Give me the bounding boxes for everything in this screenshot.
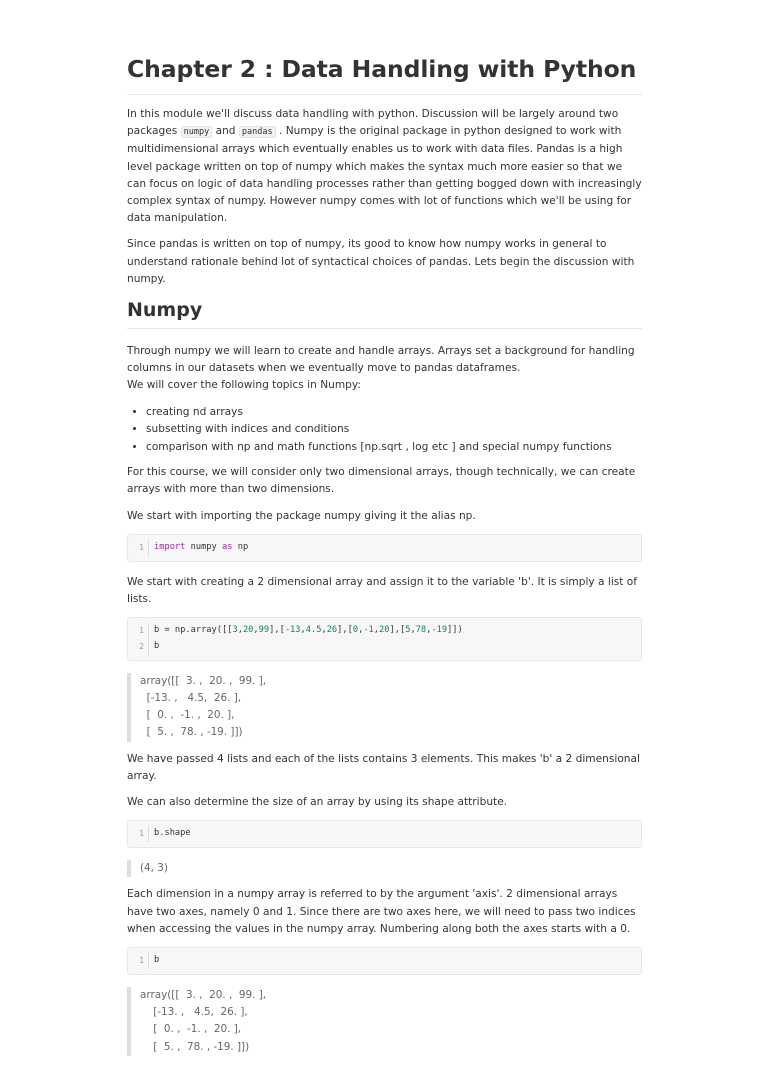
code-token: , [300,624,306,635]
code-number: 3 [232,624,238,635]
keyword-as: as [222,541,233,552]
line-number: 1 [128,953,149,969]
output-block: array([[ 3. , 20. , 99. ], [-13. , 4.5, 26. ], [ 0. , -1. , 20. ], [ 5. , 78. , -19. ]]) [127,987,642,1056]
code-number: 26 [326,624,338,635]
numpy-intro-paragraph [127,343,642,395]
code-line [128,639,641,655]
notebook-content [127,40,642,1065]
code-text: b.shape [154,828,191,839]
code-line [128,540,641,556]
code-cell-shape[interactable] [127,820,642,848]
intro-paragraph [127,106,642,227]
code-number: 20 [242,624,254,635]
code-token: , [237,624,243,635]
code-text [154,623,463,639]
output-block: array([[ 3. , 20. , 99. ], [-13. , 4.5, 26. ], [ 0. , -1. , 20. ], [ 5. , 78. , -19. ]]) [127,673,642,742]
code-token: ]]) [447,624,463,635]
code-token: , [321,624,327,635]
code-number: -19 [431,624,448,635]
code-text [154,540,248,556]
numpy-intro-line-1: Through numpy we will learn to create and handle arrays. Arrays set a background for handling columns in our datasets when we eventually move to pandas dataframes. [127,345,635,375]
code-token: b = np.array([[ [154,624,233,635]
code-number: 78 [415,624,427,635]
list-item: • subsetting with indices and conditions [146,421,642,439]
code-number: -1 [363,624,374,635]
axis-paragraph: Each dimension in a numpy array is referred to by the argument 'axis'. 2 dimensional arrays have two axes, namely 0 and 1. Since there are two axes here, we will need to pass two indices when accessing the values in the numpy array. Numbering along both the axes starts with a 0. [127,888,636,935]
code-token: , [358,624,364,635]
code-line [128,953,641,969]
section-heading-numpy: Numpy [127,297,642,329]
dimensions-paragraph: For this course, we will consider only two dimensional arrays, though technically, we can create arrays with more than two dimensions. [127,466,636,496]
code-token: , [253,624,259,635]
line-number: 1 [128,540,149,556]
module-name: numpy [185,541,223,552]
code-cell-array[interactable] [127,617,642,661]
inline-code-numpy: numpy [181,126,213,138]
code-cell-display-b[interactable] [127,947,642,975]
code-token: , [373,624,380,635]
line-number: 2 [128,639,149,655]
code-text: b [154,640,160,651]
code-cell-import[interactable] [127,534,642,562]
inline-code-pandas: pandas [239,126,276,138]
code-token: ],[ [337,624,353,635]
intro-text-1: In this module we'll discuss data handling with python. Discussion will be largely around two packages [127,108,619,138]
topics-list [127,404,642,457]
code-token: , [410,624,416,635]
code-number: 4.5 [305,624,322,635]
chapter-title: Chapter 2 : Data Handling with Python [127,54,642,95]
code-number: -13 [284,624,301,635]
numpy-intro-line-2: We will cover the following topics in Numpy: [127,379,361,392]
line-number: 1 [128,826,149,842]
intro-paragraph-2: Since pandas is written on top of numpy, its good to know how numpy works in general to understand rationale behind lot of syntactical choices of pandas. Lets begin the discussion with numpy. [127,238,635,285]
code-token: ],[ [389,624,406,635]
code-number: 20 [379,624,390,635]
code-number: 5 [405,624,411,635]
intro-text-and: and [212,125,239,138]
code-line [128,623,641,639]
list-item: • creating nd arrays [146,404,642,422]
intro-text-2: . Numpy is the original package in python designed to work with multidimensional arrays which eventually enables us to work with data files. Pandas is a high level package written on top of numpy which makes the syntax much more easier so that we can focus on logic of data handling processes rather than getting bogged down with increasingly complex syntax of numpy. However numpy comes with lot of functions which we'll be using for data manipulation. [127,125,642,225]
code-number: 0 [352,624,359,635]
import-paragraph: We start with importing the package numpy giving it the alias np. [127,509,476,522]
line-number: 1 [128,623,149,639]
create-array-paragraph: We start with creating a 2 dimensional array and assign it to the variable 'b'. It is simply a list of lists. [127,575,638,605]
code-line [128,826,641,842]
code-number: 99 [258,624,270,635]
shape-paragraph: We can also determine the size of an array by using its shape attribute. [127,796,508,809]
alias-name: np [232,541,249,552]
list-item: • comparison with np and math functions [np.sqrt , log etc ] and special numpy functions [146,439,642,457]
code-text: b [154,955,160,966]
code-token: , [426,624,432,635]
keyword-import: import [154,541,186,552]
array-explanation-paragraph: We have passed 4 lists and each of the lists contains 3 elements. This makes 'b' a 2 dimensional array. [127,752,640,782]
output-block: (4, 3) [127,860,642,877]
code-token: ],[ [269,624,285,635]
